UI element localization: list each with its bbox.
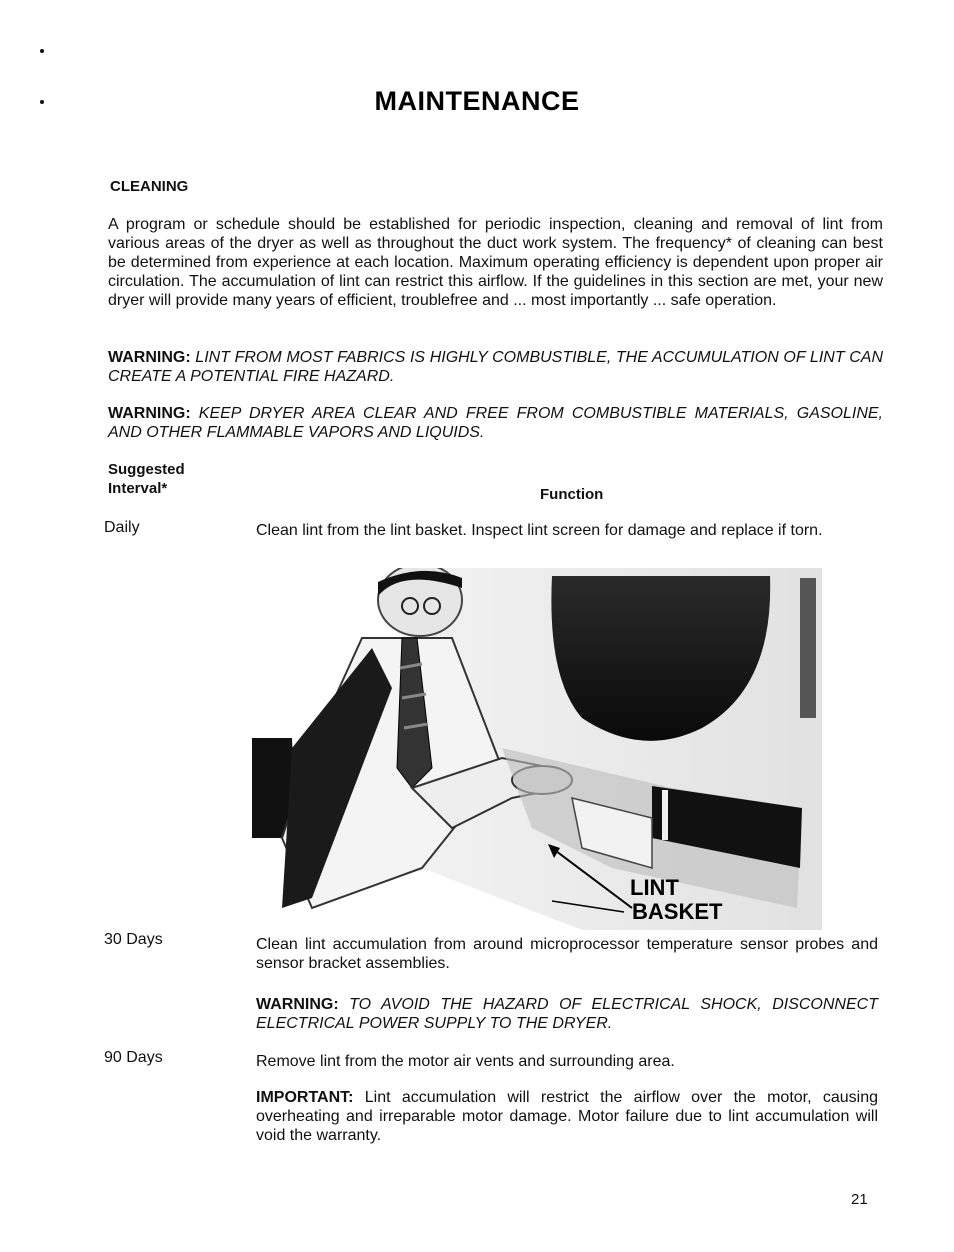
interval-daily: Daily [104, 519, 140, 536]
page-title: MAINTENANCE [374, 86, 580, 116]
warning-text: LINT FROM MOST FABRICS IS HIGHLY COMBUSTIBLE, THE ACCUMULATION OF LINT CAN CREATE A POTENTIAL FIRE HAZARD. [108, 349, 884, 385]
warning-electrical [256, 995, 878, 1033]
warning-text: TO AVOID THE HAZARD OF ELECTRICAL SHOCK, DISCONNECT ELECTRICAL POWER SUPPLY TO THE DRYER. [256, 996, 878, 1032]
callout-basket: BASKET [632, 899, 723, 924]
function-column-heading: Function [540, 486, 604, 503]
function-30-days: Clean lint accumulation from around microprocessor temperature sensor probes and sensor bracket assemblies. [256, 936, 878, 972]
important-text: Lint accumulation will restrict the airflow over the motor, causing overheating and irreparable motor damage. Motor failure due to lint accumulation will void the warranty. [256, 1089, 878, 1144]
cleaning-intro: A program or schedule should be established for periodic inspection, cleaning and removal of lint from various areas of the dryer as well as throughout the duct work system. The frequency* of cleaning can best be determined from experience at each location. Maximum operating efficiency is dependent upon proper air circulation. The accumulation of lint can restrict this airflow. If the guidelines in this section are met, your new dryer will provide many years of efficient, troublefree and ... most importantly ... safe operation. [108, 216, 883, 309]
important-note [256, 1088, 878, 1145]
function-daily: Clean lint from the lint basket. Inspect lint screen for damage and replace if torn. [256, 522, 823, 539]
important-label: IMPORTANT: [256, 1089, 354, 1106]
callout-lint: LINT [630, 875, 679, 900]
cleaning-heading: CLEANING [110, 178, 189, 195]
lint-basket-photo [252, 568, 822, 930]
warning-label: WARNING: [108, 405, 191, 422]
warning-label: WARNING: [256, 996, 339, 1013]
interval-30-days: 30 Days [104, 931, 163, 948]
interval-column-heading: Suggested Interval* [108, 461, 185, 497]
scan-speck [40, 49, 44, 53]
warning-flammable [108, 404, 883, 442]
page-number: 21 [851, 1191, 868, 1208]
warning-label: WARNING: [108, 349, 191, 366]
interval-90-days: 90 Days [104, 1049, 163, 1066]
warning-fire [108, 348, 883, 386]
warning-text: KEEP DRYER AREA CLEAR AND FREE FROM COMBUSTIBLE MATERIALS, GASOLINE, AND OTHER FLAMMABLE VAPORS AND LIQUIDS. [108, 405, 883, 441]
function-90-days: Remove lint from the motor air vents and surrounding area. [256, 1053, 675, 1070]
